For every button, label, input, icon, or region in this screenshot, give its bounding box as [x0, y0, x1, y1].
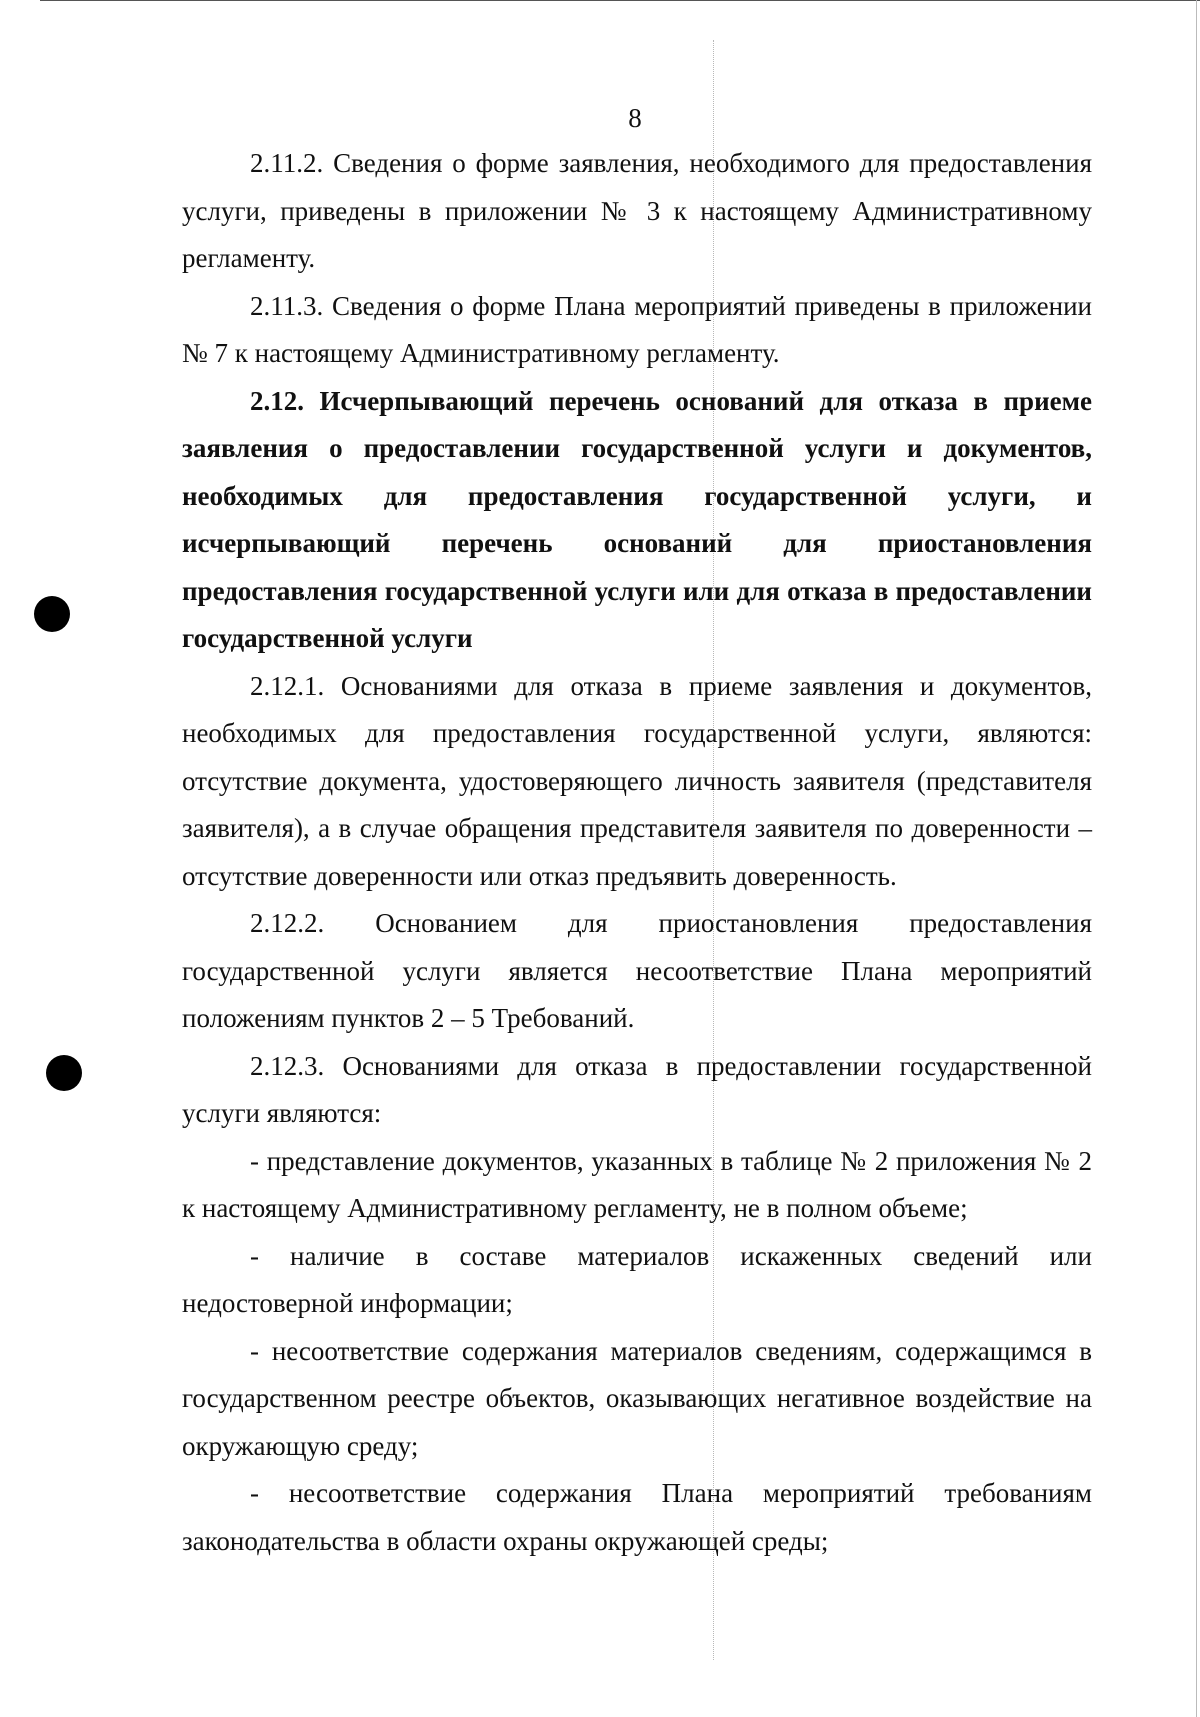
paragraph-2-12-2: 2.12.2. Основанием для приостановления предоставления государственной услуги является несоответствие Плана мероприятий положениям пунктов 2 – 5 Требований. [182, 908, 1092, 1033]
scan-edge-right [1196, 0, 1197, 1717]
paragraph-2-12-3: 2.12.3. Основаниями для отказа в предоставлении государственной услуги являются: [182, 1050, 1092, 1128]
paragraph-2-11-2: 2.11.2. Сведения о форме заявления, необходимого для предоставления услуги, приведены в приложении № 3 к настоящему Административному регламенту. [182, 148, 1092, 273]
document-body [182, 140, 1092, 1565]
section-heading-2-12: 2.12. Исчерпывающий перечень оснований для отказа в приеме заявления о предоставлении государственной услуги и документов, необходимых для предоставления государственной услуги, и исчерпывающий перечень оснований для приостановления предоставления государственной услуги или для отказа в предоставлении государственной услуги [182, 385, 1092, 653]
refusal-ground-item: - несоответствие содержания Плана мероприятий требованиям законодательства в области охраны окружающей среды; [182, 1478, 1092, 1556]
punch-hole-bottom [46, 1055, 82, 1091]
refusal-ground-item: - наличие в составе материалов искаженных сведений или недостоверной информации; [182, 1240, 1092, 1318]
refusal-ground-item: - несоответствие содержания материалов сведениям, содержащимся в государственном реестре объектов, оказывающих негативное воздействие на окружающую среду; [182, 1335, 1092, 1461]
paragraph-2-12-1: 2.12.1. Основаниями для отказа в приеме заявления и документов, необходимых для предоставления государственной услуги, являются: отсутствие документа, удостоверяющего личность заявителя (представителя заявителя), а в случае обращения представителя заявителя по доверенности – отсутствие доверенности или отказ предъявить доверенность. [182, 670, 1092, 891]
punch-hole-top [34, 596, 70, 632]
paragraph-2-11-3: 2.11.3. Сведения о форме Плана мероприятий приведены в приложении № 7 к настоящему Административному регламенту. [182, 290, 1092, 368]
page-number: 8 [628, 103, 642, 133]
scan-edge-top [40, 0, 1200, 1]
refusal-ground-item: - представление документов, указанных в таблице № 2 приложения № 2 к настоящему Административному регламенту, не в полном объеме; [182, 1145, 1092, 1223]
